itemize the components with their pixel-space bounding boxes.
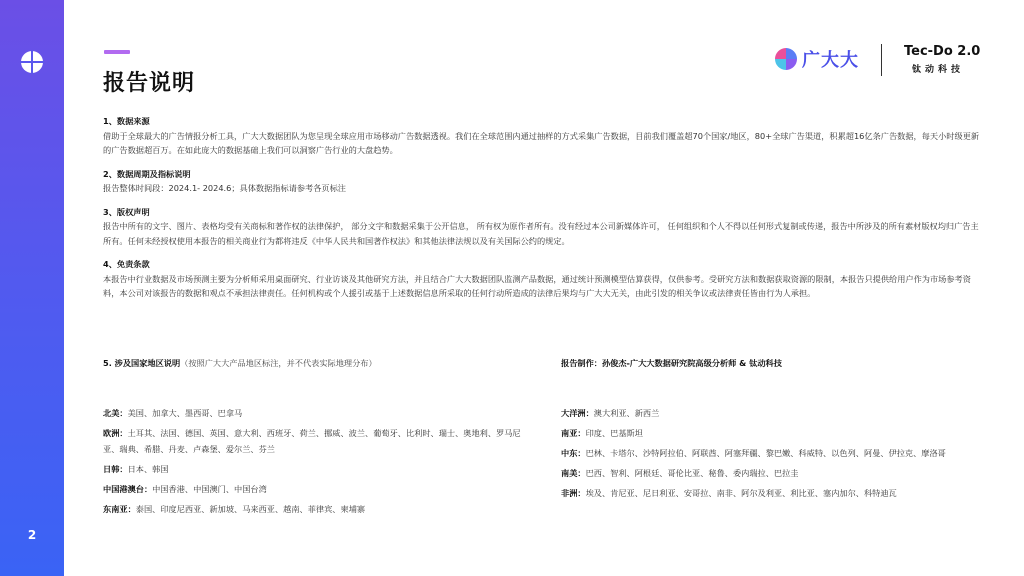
page-title: 报告说明 xyxy=(103,71,196,96)
region-item xyxy=(561,445,981,461)
report-notes xyxy=(103,114,983,310)
producer-credit: 报告制作：孙俊杰-广大大数据研究院高级分析师 & 钛动科技 xyxy=(561,358,782,368)
section-text: 报告中所有的文字、图片、表格均受有关商标和著作权的法律保护， 部分文字和数据采集于公开信息， 所有权为原作者所有。没有经过本公司新媒体许可， 任何组织和个人不得以任何形式复制或传递，报告中所涉及的所有素材版权均归广告主所有。任何未经授权使用本报告的相关商业行为都将违反《中华人民共和国著作权法》和其他法律法规以及有关国际公约的规定。 xyxy=(103,221,979,246)
section-text: 报告整体时间段：2024.1- 2024.6；具体数据指标请参考各页标注 xyxy=(103,183,346,193)
region-heading-note: （按照广大大产品地区标注，并不代表实际地理分布） xyxy=(180,358,377,368)
region-label: 欧洲： xyxy=(103,428,128,438)
section-copyright xyxy=(103,205,983,249)
region-item xyxy=(561,465,981,481)
region-countries: 埃及、肯尼亚、尼日利亚、安哥拉、南非、阿尔及利亚、利比亚、塞内加尔、科特迪瓦 xyxy=(585,488,897,498)
region-item xyxy=(103,501,523,517)
logo-icon xyxy=(20,50,44,74)
region-countries: 泰国、印度尼西亚、新加坡、马来西亚、越南、菲律宾、柬埔寨 xyxy=(135,504,366,514)
section-heading: 1、数据来源 xyxy=(103,116,150,126)
section-text: 借助于全球最大的广告情报分析工具，广大大数据团队为您呈现全球应用市场移动广告数据透视。我们在全球范围内通过抽样的方式采集广告数据，目前我们覆盖超70个国家/地区，80+全球广告渠道，积累超16亿条广告数据，每天小时级更新的广告数据超百万。在如此庞大的数据基础上我们可以洞察广告行业的大盘趋势。 xyxy=(103,130,980,155)
region-label: 中东： xyxy=(561,448,586,458)
region-label: 非洲： xyxy=(561,488,586,498)
brand-name-cn: 广大大 xyxy=(802,50,859,71)
region-heading xyxy=(103,355,523,371)
sidebar xyxy=(0,0,64,576)
region-countries: 中国香港、中国澳门、中国台湾 xyxy=(152,484,267,494)
regions-left-column xyxy=(103,355,523,521)
section-data-period xyxy=(103,167,983,196)
region-label: 北美： xyxy=(103,408,128,418)
region-label: 中国港澳台： xyxy=(103,484,153,494)
brand-header xyxy=(774,44,994,80)
region-list xyxy=(561,405,981,501)
section-heading: 3、版权声明 xyxy=(103,206,150,217)
region-item xyxy=(103,425,523,457)
brand-divider xyxy=(881,44,882,76)
region-item xyxy=(561,425,981,441)
section-data-source xyxy=(103,114,983,158)
region-item xyxy=(561,405,981,421)
title-accent-bar xyxy=(104,50,130,54)
region-heading-text: 5. 涉及国家地区说明 xyxy=(103,358,181,368)
region-label: 大洋洲： xyxy=(561,408,594,418)
region-label: 南美： xyxy=(561,468,586,478)
section-text: 本报告中行业数据及市场预测主要为分析师采用桌面研究、行业访谈及其他研究方法，并且结合广大大数据团队监测产品数据，通过统计预测模型估算获得，仅供参考。受研究方法和数据获取资源的限制，本报告只提供给用户作为市场参考资料，本公司对该报告的数据和观点不承担法律责任。任何机构或个人援引或基于上述数据信息所采取的任何行动所造成的法律后果均与广大大无关，由此引发的相关争议或法律责任皆由行为人承担。 xyxy=(103,273,971,298)
region-countries: 美国、加拿大、墨西哥、巴拿马 xyxy=(127,408,243,418)
region-list xyxy=(103,405,523,517)
section-disclaimer xyxy=(103,257,983,301)
region-label: 南亚： xyxy=(561,428,586,438)
region-countries: 巴林、卡塔尔、沙特阿拉伯、阿联酋、阿塞拜疆、黎巴嫩、科威特、以色列、阿曼、伊拉克、摩洛哥 xyxy=(585,448,946,458)
regions-right-column xyxy=(561,355,981,505)
section-heading: 2、数据周期及指标说明 xyxy=(103,168,191,179)
region-countries: 土耳其、法国、德国、英国、意大利、西班牙、荷兰、挪威、波兰、葡萄牙、比利时、瑞士、奥地利、罗马尼亚、瑞典、希腊、丹麦、卢森堡、爱尔兰、芬兰 xyxy=(103,428,521,454)
guangdada-logo-icon xyxy=(774,47,798,71)
region-item xyxy=(103,481,523,497)
region-label: 东南亚： xyxy=(103,504,136,514)
page-number: 2 xyxy=(27,528,37,542)
region-item xyxy=(561,485,981,501)
region-item xyxy=(103,405,523,421)
region-countries: 巴西、智利、阿根廷、哥伦比亚、秘鲁、委内瑞拉、巴拉圭 xyxy=(585,468,799,478)
tecdo-logo-subtext: 钛动科技 xyxy=(912,65,965,75)
section-heading: 4、免责条款 xyxy=(103,259,150,269)
region-countries: 印度、巴基斯坦 xyxy=(585,428,643,438)
tecdo-logo-text: Tec-Do 2.0 xyxy=(904,44,981,59)
region-item xyxy=(103,461,523,477)
region-countries: 澳大利亚、新西兰 xyxy=(593,408,660,418)
region-label: 日韩： xyxy=(103,464,128,474)
region-countries: 日本、韩国 xyxy=(127,464,169,474)
